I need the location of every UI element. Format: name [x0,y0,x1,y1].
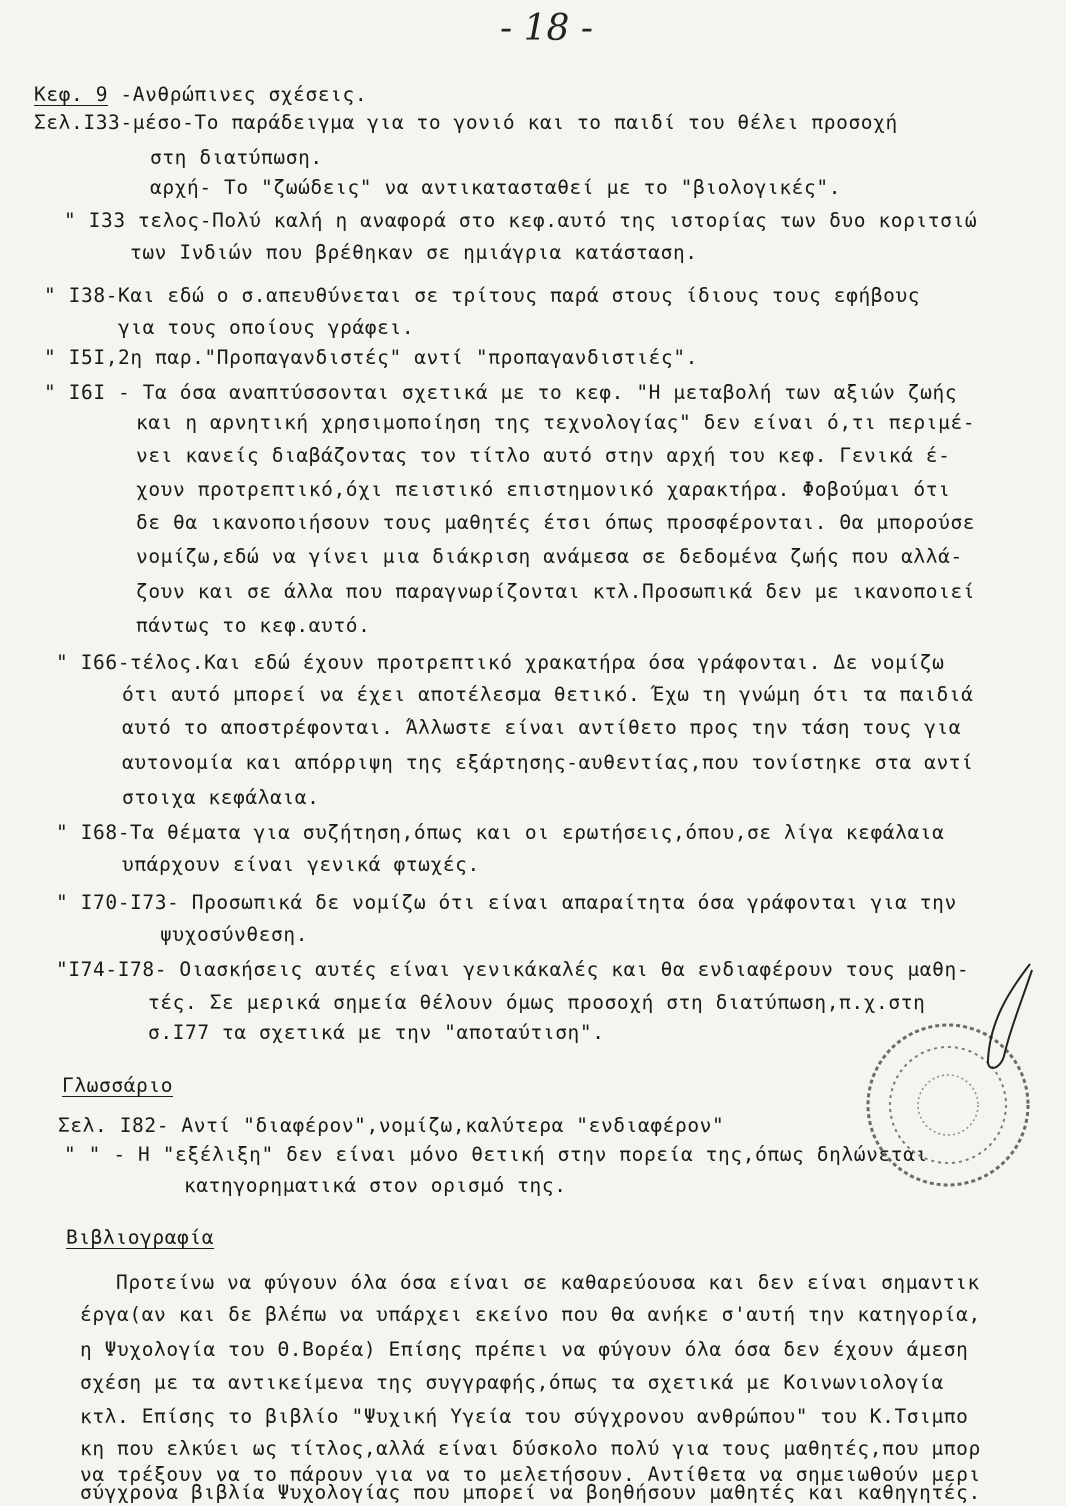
text-line: των Ινδιών που βρέθηκαν σε ημιάγρια κατάσταση. [130,241,698,264]
text-line: ψυχοσύνθεση. [160,923,309,946]
text-line: " I70-I73- Προσωπικά δε νομίζω ότι είναι απαραίτητα όσα γράφονται για την [56,891,957,914]
text-line: Προτείνω να φύγουν όλα όσα είναι σε καθαρεύουσα και δεν είναι σημαντικ [116,1271,980,1294]
text-line: Σελ.I33-μέσο-Το παράδειγμα για το γονιό και το παιδί του θέλει προσοχή [34,111,898,134]
page-number: - 18 - [500,8,594,49]
text-line: αυτό το αποστρέφονται. Άλλωστε είναι αντίθετο προς την τάση τους για [122,716,962,739]
chapter-heading [34,82,367,108]
text-line: " I66-τέλος.Και εδώ έχουν προτρεπτικό χρακατήρα όσα γράφονται. Δε νομίζω [56,651,945,674]
chapter-heading-title: -Ανθρώπινες σχέσεις. [120,83,368,106]
text-line: αυτονομία και απόρριψη της εξάρτησης-αυθεντίας,που τονίστηκε στα αντί [122,751,974,774]
text-line: ζουν και σε άλλα που παραγνωρίζονται κτλ.Προσωπικά δεν με ικανοποιεί [136,580,976,603]
text-line: η Ψυχολογία του Θ.Βορέα) Επίσης πρέπει να φύγουν όλα όσα δεν έχουν άμεση [80,1338,969,1361]
text-line: νομίζω,εδώ να γίνει μια διάκριση ανάμεσα σε δεδομένα ζωής που αλλά- [136,545,963,568]
glossary-heading: Γλωσσάριο [62,1074,174,1097]
text-line: και η αρνητική χρησιμοποίηση της τεχνολογίας" δεν είναι ό,τι περιμέ- [136,411,976,434]
text-line: στοιχα κεφάλαια. [122,786,320,809]
chapter-heading-label: Κεφ. 9 [34,83,109,106]
text-line: " I68-Τα θέματα για συζήτηση,όπως και οι ερωτήσεις,όπου,σε λίγα κεφάλαια [56,821,945,844]
text-line: " I5I,2η παρ."Προπαγανδιστές" αντί "προπαγανδιστιές". [44,346,699,369]
text-line: κατηγορηματικά στον ορισμό της. [184,1174,567,1197]
text-line: να τρέξουν να το πάρουν για να το μελετήσουν. Αντίθετα να σημειωθούν μερι [80,1463,981,1486]
text-line: σύγχρονα βιβλία Ψυχολογίας που μπορεί να βοηθήσουν μαθητές και καθηγητές. [80,1481,981,1504]
text-line: στη διατύπωση. [150,146,323,169]
text-line: υπάρχουν είναι γενικά φτωχές. [122,853,480,876]
text-line: Σελ. I82- Αντί "διαφέρον",νομίζω,καλύτερα "ενδιαφέρον" [58,1114,725,1137]
text-line: νει κανείς διαβάζοντας τον τίτλο αυτό στην αρχή του κεφ. Γενικά έ- [136,444,951,467]
text-line: δε θα ικανοποιήσουν τους μαθητές έτσι όπως προσφέρονται. Θα μπορούσε [136,511,976,534]
text-line: σχέση με τα αντικείμενα της συγγραφής,όπως τα σχετικά με Κοινωνιολογία [80,1371,944,1394]
text-line: ότι αυτό μπορεί να έχει αποτέλεσμα θετικό. Έχω τη γνώμη ότι τα παιδιά [122,683,974,706]
text-line: " I6I - Τα όσα αναπτύσσονται σχετικά με το κεφ. "Η μεταβολή των αξιών ζωής [44,381,958,404]
text-line: "I74-I78- Οιασκήσεις αυτές είναι γενικάκαλές και θα ενδιαφέρουν τους μαθη- [56,958,970,981]
text-line: κη που ελκύει ως τίτλος,αλλά είναι δύσκολο πολύ για τους μαθητές,που μπορ [80,1437,981,1460]
text-line: σ.I77 τα σχετικά με την "αποταύτιση". [148,1021,605,1044]
text-line: έργα(αν και δε βλέπω να υπάρχει εκείνο που θα ανήκε σ'αυτή την κατηγορία, [80,1303,981,1326]
text-line: " I38-Και εδώ ο σ.απευθύνεται σε τρίτους παρά στους ίδιους τους εφήβους [44,284,921,307]
signature-icon [970,960,1040,1080]
text-line: πάντως το κεφ.αυτό. [136,614,371,637]
text-line: " " - Η "εξέλιξη" δεν είναι μόνο θετική στην πορεία της,όπως δηλώνεται [64,1143,928,1166]
text-line: για τους οποίους γράφει. [118,316,415,339]
text-line: τές. Σε μερικά σημεία θέλουν όμως προσοχή στη διατύπωση,π.χ.στη [148,991,926,1014]
text-line: κτλ. Επίσης το βιβλίο "Ψυχική Υγεία του σύγχρονου ανθρώπου" του Κ.Τσιμπο [80,1405,969,1428]
text-line: " I33 τελος-Πολύ καλή η αναφορά στο κεφ.αυτό της ιστορίας των δυο κοριτσιώ [64,209,978,232]
bibliography-heading: Βιβλιογραφία [66,1226,215,1249]
text-line: χουν προτρεπτικό,όχι πειστικό επιστημονικό χαρακτήρα. Φοβούμαι ότι [136,478,951,501]
text-line: αρχή- Το "ζωώδεις" να αντικατασταθεί με το "βιολογικές". [150,176,842,199]
